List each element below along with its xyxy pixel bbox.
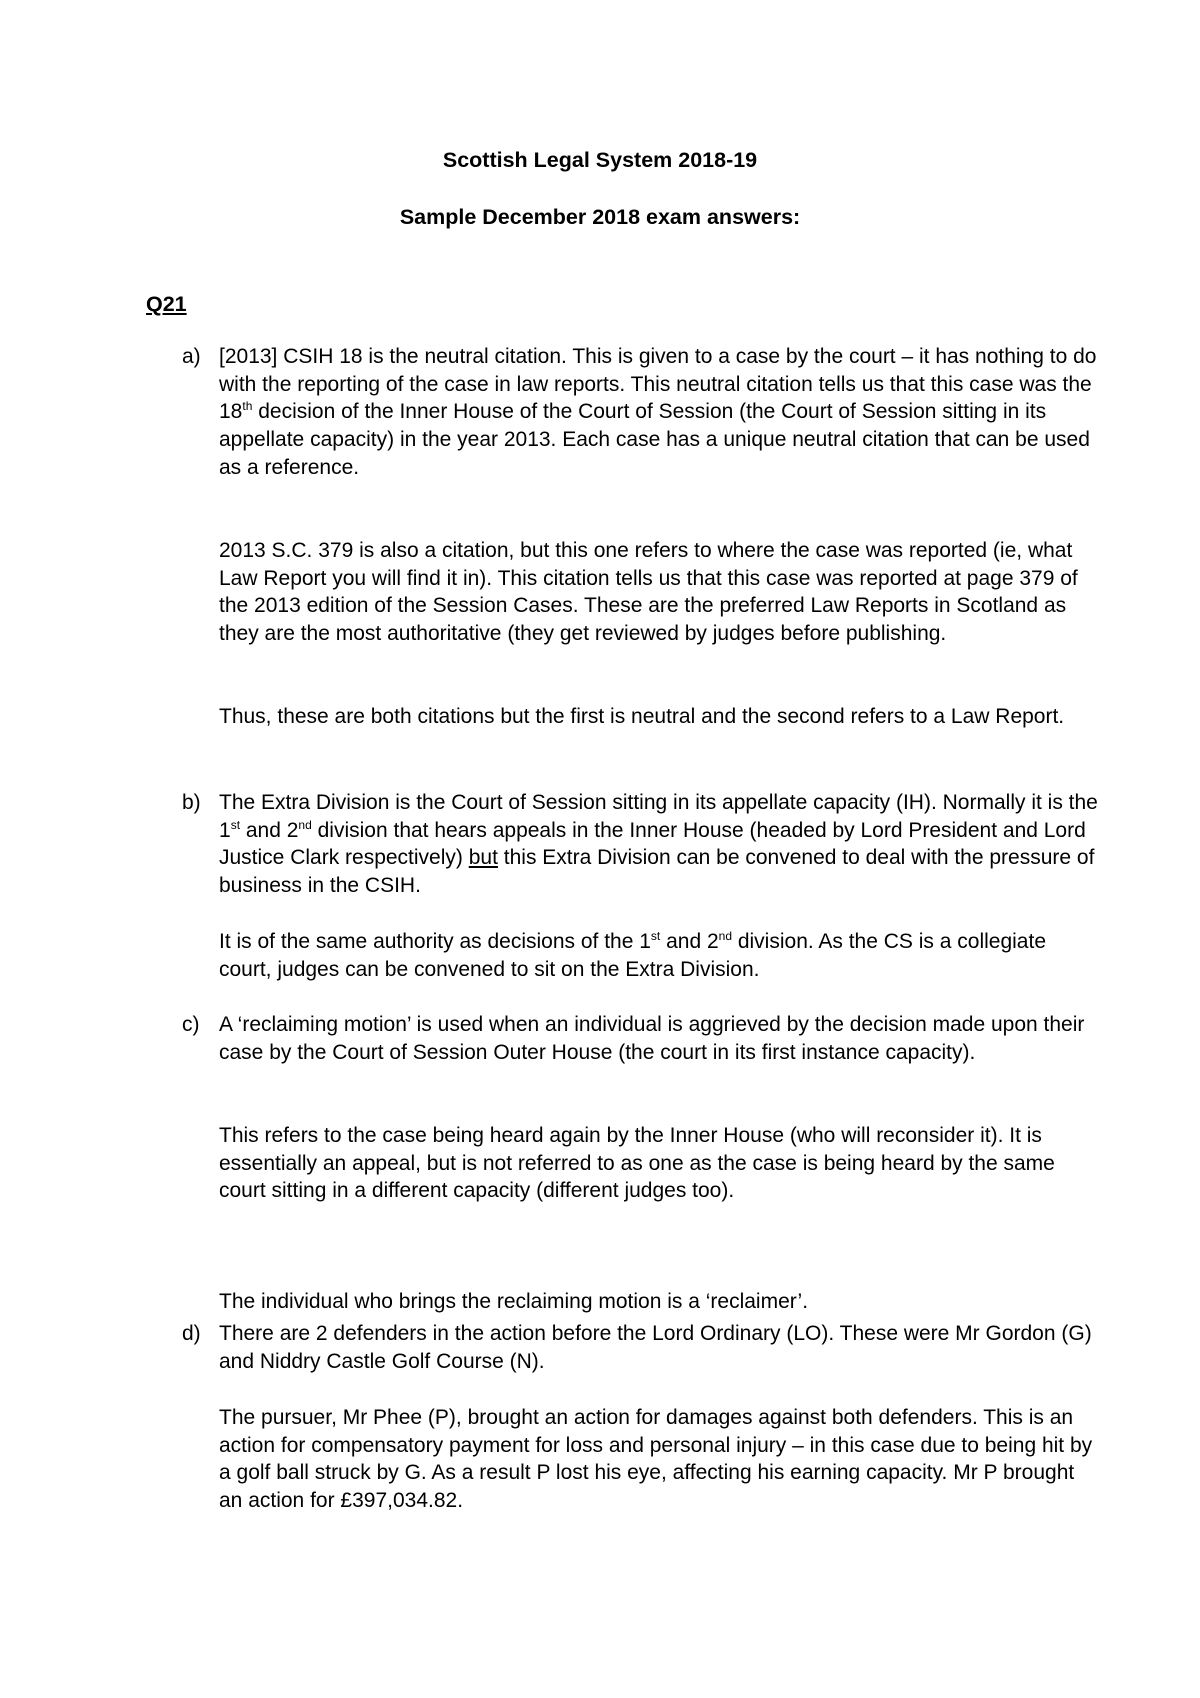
item-marker: c) bbox=[182, 1013, 200, 1036]
item-body bbox=[219, 1011, 1099, 1066]
question-heading: Q21 bbox=[146, 292, 187, 316]
paragraph: The pursuer, Mr Phee (P), brought an action for damages against both defenders. This is an action for compensatory payment for loss and personal injury – in this case due to being hit by a golf ball struck by G. As a result P lost his eye, affecting his earning capacity. Mr P brought an action for £397,034.82. bbox=[219, 1406, 1093, 1513]
paragraph: There are 2 defenders in the action before the Lord Ordinary (LO). These were Mr Gordon (G) and Niddry Castle Golf Course (N). bbox=[219, 1322, 1092, 1373]
item-marker: b) bbox=[182, 791, 201, 814]
item-body bbox=[219, 928, 1099, 983]
document-subtitle: Sample December 2018 exam answers: bbox=[399, 205, 801, 229]
paragraph: 2013 S.C. 379 is also a citation, but this one refers to where the case was reported (ie, what Law Report you will find it in). This citation tells us that this case was reported at page 379 of the 2013 edition of the Session Cases. These are the preferred Law Reports in Scotland as they are the most authoritative (they get reviewed by judges before publishing. bbox=[219, 539, 1078, 646]
item-body bbox=[219, 703, 1099, 731]
paragraph: It is of the same authority as decisions of the 1st and 2nd division. As the CS is a collegiate court, judges can be convened to sit on the Extra Division. bbox=[219, 929, 1046, 981]
item-body bbox=[219, 537, 1099, 648]
item-marker: d) bbox=[182, 1322, 201, 1345]
item-marker: a) bbox=[182, 345, 201, 368]
item-body bbox=[219, 1122, 1099, 1205]
item-body bbox=[219, 343, 1099, 482]
paragraph: A ‘reclaiming motion’ is used when an individual is aggrieved by the decision made upon their case by the Court of Session Outer House (the court in its first instance capacity). bbox=[219, 1013, 1085, 1064]
paragraph: The individual who brings the reclaiming motion is a ‘reclaimer’. bbox=[219, 1290, 809, 1313]
item-body bbox=[219, 1288, 1099, 1316]
document-title: Scottish Legal System 2018-19 bbox=[442, 148, 758, 172]
item-body bbox=[219, 1404, 1099, 1515]
paragraph: This refers to the case being heard again by the Inner House (who will reconsider it). It is essentially an appeal, but is not referred to as one as the case is being heard by the same court sitting in a different capacity (different judges too). bbox=[219, 1124, 1055, 1203]
paragraph: Thus, these are both citations but the first is neutral and the second refers to a Law Report. bbox=[219, 705, 1065, 728]
paragraph: The Extra Division is the Court of Session sitting in its appellate capacity (IH). Normally it is the 1st and 2nd division that hears appeals in the Inner House (headed by Lord President and Lord Justice Clark respectively) but this Extra Division can be convened to deal with the pressure of business in the CSIH. bbox=[219, 791, 1098, 898]
paragraph: [2013] CSIH 18 is the neutral citation. This is given to a case by the court – it has nothing to do with the reporting of the case in law reports. This neutral citation tells us that this case was the 18th decision of the Inner House of the Court of Session (the Court of Session sitting in its appellate capacity) in the year 2013. Each case has a unique neutral citation that can be used as a reference. bbox=[219, 345, 1097, 479]
item-body bbox=[219, 789, 1099, 900]
item-body bbox=[219, 1320, 1099, 1375]
